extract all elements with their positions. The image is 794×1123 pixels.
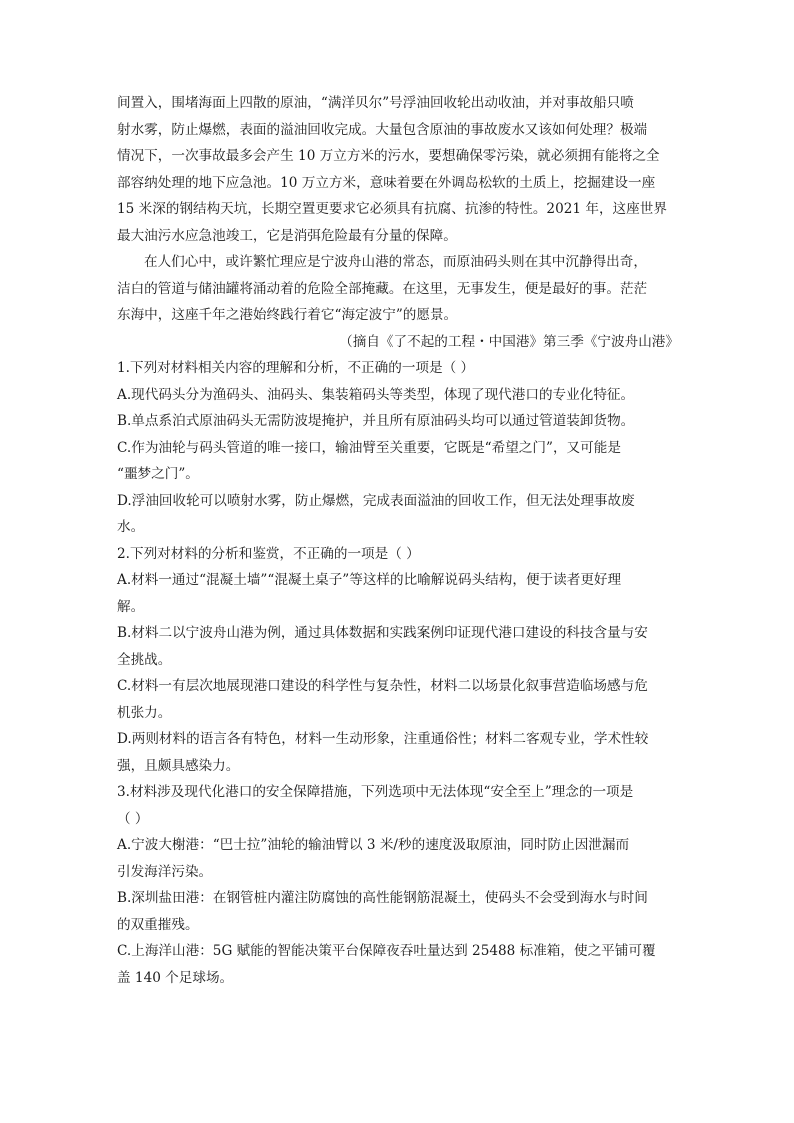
option-d: D.两则材料的语言各有特色，材料一生动形象，注重通俗性；材料二客观专业，学术性较	[117, 731, 649, 747]
text-line: 15 米深的钢结构天坑，长期空置更要求它必须具有抗腐、抗渗的特性。2021 年，这座世界	[117, 201, 667, 217]
option-d: D.浮油回收轮可以喷射水雾，防止爆燃，完成表面溢油的回收工作，但无法处理事故废	[117, 492, 635, 509]
option-b-cont: 的双重摧残。	[117, 916, 199, 933]
option-a: A.宁波大榭港：“巴士拉”油轮的输油臂以 3 米/秒的速度汲取原油，同时防止因泄漏而	[117, 837, 630, 853]
question-stem: 3.材料涉及现代化港口的安全保障措施，下列选项中无法体现“安全至上”理念的一项是	[117, 784, 634, 800]
option-c: C.材料一有层次地展现港口建设的科学性与复杂性，材料二以场景化叙事营造临场感与危	[117, 678, 648, 694]
question-stem: 2.下列对材料的分析和鉴赏，不正确的一项是（ ）	[117, 545, 420, 562]
option-d-cont: 水。	[117, 519, 145, 535]
passage-paragraph-1	[117, 90, 679, 249]
option-a-cont: 引发海洋污染。	[117, 863, 213, 880]
option-b: B.单点系泊式原油码头无需防波堤掩护，并且所有原油码头均可以通过管道装卸货物。	[117, 413, 635, 429]
text-line: 情况下，一次事故最多会产生 10 万立方米的污水，要想确保零污染，就必须拥有能将之全	[117, 148, 660, 164]
text-line: 在人们心中，或许繁忙理应是宁波舟山港的常态，而原油码头则在其中沉静得出奇，	[144, 254, 647, 270]
option-c: C.上海洋山港：5G 赋能的智能决策平台保障夜吞吐量达到 25488 标准箱，使之平铺可覆	[117, 943, 656, 959]
question-stem-cont: （ ）	[117, 810, 149, 827]
option-c-cont: 机张力。	[117, 704, 172, 721]
text-line: 洁白的管道与储油罐将涌动着的危险全部掩藏。在这里，无事发生，便是最好的事。茫茫	[117, 280, 648, 297]
text-line: 射水雾，防止爆燃，表面的溢油回收完成。大量包含原油的事故废水又该如何处理？极端	[117, 121, 648, 138]
text-line: 间置入，围堵海面上四散的原油，“满洋贝尔”号浮油回收轮出动收油，并对事故船只喷	[117, 95, 634, 111]
passage-paragraph-2	[117, 249, 679, 329]
option-c: C.作为油轮与码头管道的唯一接口，输油臂至关重要，它既是“希望之门”，又可能是	[117, 439, 621, 456]
text-line: 部容纳处理的地下应急池。10 万立方米，意味着要在外调岛松软的土质上，挖掘建设一座	[117, 174, 656, 191]
option-b-cont: 全挑战。	[117, 651, 172, 668]
option-d-cont: 强，且颇具感染力。	[117, 757, 240, 774]
question-3	[117, 779, 679, 991]
question-2	[117, 541, 679, 780]
question-1	[117, 355, 679, 541]
text-line: 东海中，这座千年之港始终践行着它“海定波宁”的愿景。	[117, 307, 458, 323]
option-c-cont: 盖 140 个足球场。	[117, 969, 234, 986]
option-a-cont: 解。	[117, 598, 145, 615]
option-a: A.材料一通过“混凝土墙”“混凝土桌子”等这样的比喻解说码头结构，便于读者更好理	[117, 572, 622, 588]
document-page	[117, 90, 679, 991]
text-line: 最大油污水应急池竣工，它是消弭危险最有分量的保障。	[117, 227, 457, 244]
source-citation: （摘自《了不起的工程・中国港》第三季《宁波舟山港》	[339, 333, 679, 350]
option-b: B.材料二以宁波舟山港为例，通过具体数据和实践案例印证现代港口建设的科技含量与安	[117, 625, 648, 641]
question-stem: 1.下列对材料相关内容的理解和分析，不正确的一项是（ ）	[117, 360, 475, 376]
option-c-cont: “噩梦之门”。	[117, 466, 199, 482]
option-a: A.现代码头分为渔码头、油码头、集装箱码头等类型，体现了现代港口的专业化特征。	[117, 386, 635, 403]
option-b: B.深圳盐田港：在钢管桩内灌注防腐蚀的高性能钢筋混凝土，使码头不会受到海水与时间	[117, 890, 648, 906]
